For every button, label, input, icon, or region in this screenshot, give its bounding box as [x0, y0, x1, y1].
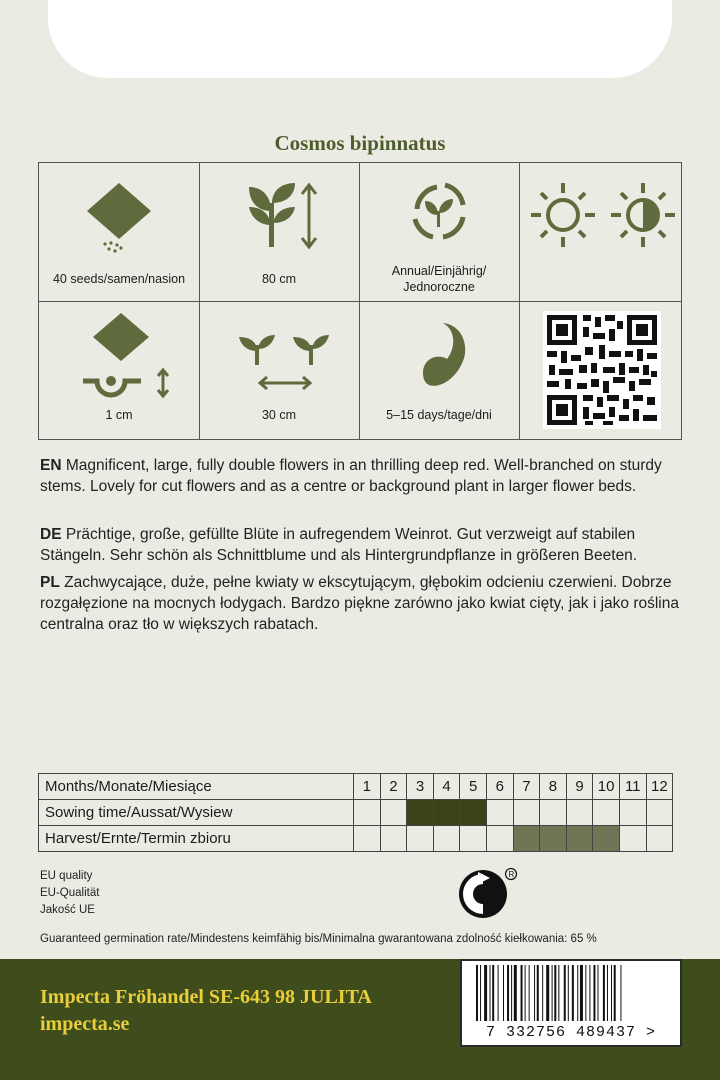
spacing-label: 30 cm	[261, 408, 297, 422]
harvest-month-cell	[619, 826, 646, 852]
plant-title: Cosmos bipinnatus	[274, 131, 446, 155]
company-name: Impecta Fröhandel SE-643 98 JULITA	[40, 986, 372, 1008]
qr-cell	[519, 301, 679, 439]
harvest-month-cell	[460, 826, 487, 852]
hang-hole	[48, 0, 672, 78]
barcode-bars-icon	[462, 961, 680, 1023]
harvest-month-cell	[354, 826, 381, 852]
sowing-month-cell	[513, 800, 540, 826]
sowing-month-cell	[486, 800, 513, 826]
height-label: 80 cm	[261, 272, 297, 286]
lang-code-pl: PL	[40, 574, 60, 591]
annual-label-2: Jednoroczne	[403, 280, 475, 294]
sowing-label: Sowing time/Aussat/Wysiew	[39, 800, 354, 826]
info-grid	[38, 162, 682, 440]
height-cell	[199, 163, 359, 301]
seeds-cell	[39, 163, 199, 301]
calendar-header-row	[39, 774, 673, 800]
month-cell: 6	[486, 774, 513, 800]
month-cell: 3	[407, 774, 434, 800]
germination-rate: Guaranteed germination rate/Mindestens keimfähig bis/Minimalna gwarantowana zdolność kiełkowania: 65 %	[40, 933, 597, 945]
description-text-pl: Zachwycające, duże, pełne kwiaty w ekscytującym, głębokim odcieniu czerwieni. Dobrze rozgałęzione na mocnych łodygach. Bardzo piękne zarówno jako kwiat cięty, jak i jako roślina centralna oraz tło w większych rabatach.	[40, 574, 679, 633]
harvest-month-cell	[513, 826, 540, 852]
germination-cell	[359, 301, 519, 439]
sun-cell	[519, 163, 679, 301]
harvest-month-cell	[566, 826, 593, 852]
harvest-row	[39, 826, 673, 852]
germination-seed-icon	[359, 301, 519, 401]
harvest-month-cell	[540, 826, 567, 852]
month-cell: 9	[566, 774, 593, 800]
seed-packet-icon	[39, 163, 199, 263]
month-cell: 12	[646, 774, 673, 800]
sowing-month-cell	[460, 800, 487, 826]
eu-quality	[40, 868, 99, 919]
month-cell: 2	[380, 774, 407, 800]
sowing-month-cell	[540, 800, 567, 826]
green-dot-recycle-icon	[456, 866, 522, 924]
description-pl	[40, 572, 686, 635]
month-cell: 4	[433, 774, 460, 800]
description-de	[40, 524, 686, 566]
sowing-month-cell	[433, 800, 460, 826]
depth-label: 1 cm	[105, 408, 133, 422]
sowing-month-cell	[354, 800, 381, 826]
description-en	[40, 455, 686, 497]
plant-height-icon	[199, 163, 359, 263]
company-website: impecta.se	[40, 1013, 130, 1035]
harvest-month-cell	[646, 826, 673, 852]
sowing-month-cell	[593, 800, 620, 826]
germination-label: 5–15 days/tage/dni	[386, 408, 492, 422]
annual-cell	[359, 163, 519, 301]
month-cell: 5	[460, 774, 487, 800]
calendar-header-label: Months/Monate/Miesiące	[39, 774, 354, 800]
harvest-label: Harvest/Ernte/Termin zbioru	[39, 826, 354, 852]
qr-code-icon	[519, 301, 681, 439]
sowing-month-cell	[380, 800, 407, 826]
barcode-number: 7 332756 489437 >	[485, 1024, 657, 1041]
harvest-month-cell	[380, 826, 407, 852]
svg-text:R: R	[508, 870, 515, 879]
barcode	[460, 959, 682, 1047]
eu-quality-line: EU-Qualität	[40, 887, 100, 899]
harvest-month-cell	[486, 826, 513, 852]
harvest-month-cell	[433, 826, 460, 852]
description-text-en: Magnificent, large, fully double flowers in an thrilling deep red. Well-branched on sturdy stems. Lovely for cut flowers and as a centre or background plant in larger flower beds.	[40, 457, 662, 495]
eu-quality-line: EU quality	[40, 870, 93, 882]
month-cell: 10	[593, 774, 620, 800]
sowing-month-cell	[646, 800, 673, 826]
sowing-depth-icon	[39, 301, 199, 401]
sowing-month-cell	[407, 800, 434, 826]
sowing-month-cell	[619, 800, 646, 826]
annual-cycle-icon	[359, 163, 519, 263]
month-cell: 1	[354, 774, 381, 800]
eu-quality-line: Jakość UE	[40, 904, 95, 916]
month-cell: 11	[619, 774, 646, 800]
lang-code-de: DE	[40, 526, 62, 543]
sun-half-shade-icon	[519, 163, 681, 273]
description-text-de: Prächtige, große, gefüllte Blüte in aufregendem Weinrot. Gut verzweigt auf stabilen Stängeln. Sehr schön als Schnittblume und als Hintergrundpflanze in größeren Beeten.	[40, 526, 638, 564]
seeds-label: 40 seeds/samen/nasion	[52, 272, 186, 286]
month-cell: 7	[513, 774, 540, 800]
sowing-calendar	[38, 773, 673, 852]
sowing-row	[39, 800, 673, 826]
company-address	[40, 984, 372, 1038]
spacing-cell	[199, 301, 359, 439]
lang-code-en: EN	[40, 457, 62, 474]
annual-label-1: Annual/Einjährig/	[391, 264, 487, 278]
month-cell: 8	[540, 774, 567, 800]
harvest-month-cell	[407, 826, 434, 852]
depth-cell	[39, 301, 199, 439]
harvest-month-cell	[593, 826, 620, 852]
plant-spacing-icon	[199, 301, 359, 401]
sowing-month-cell	[566, 800, 593, 826]
